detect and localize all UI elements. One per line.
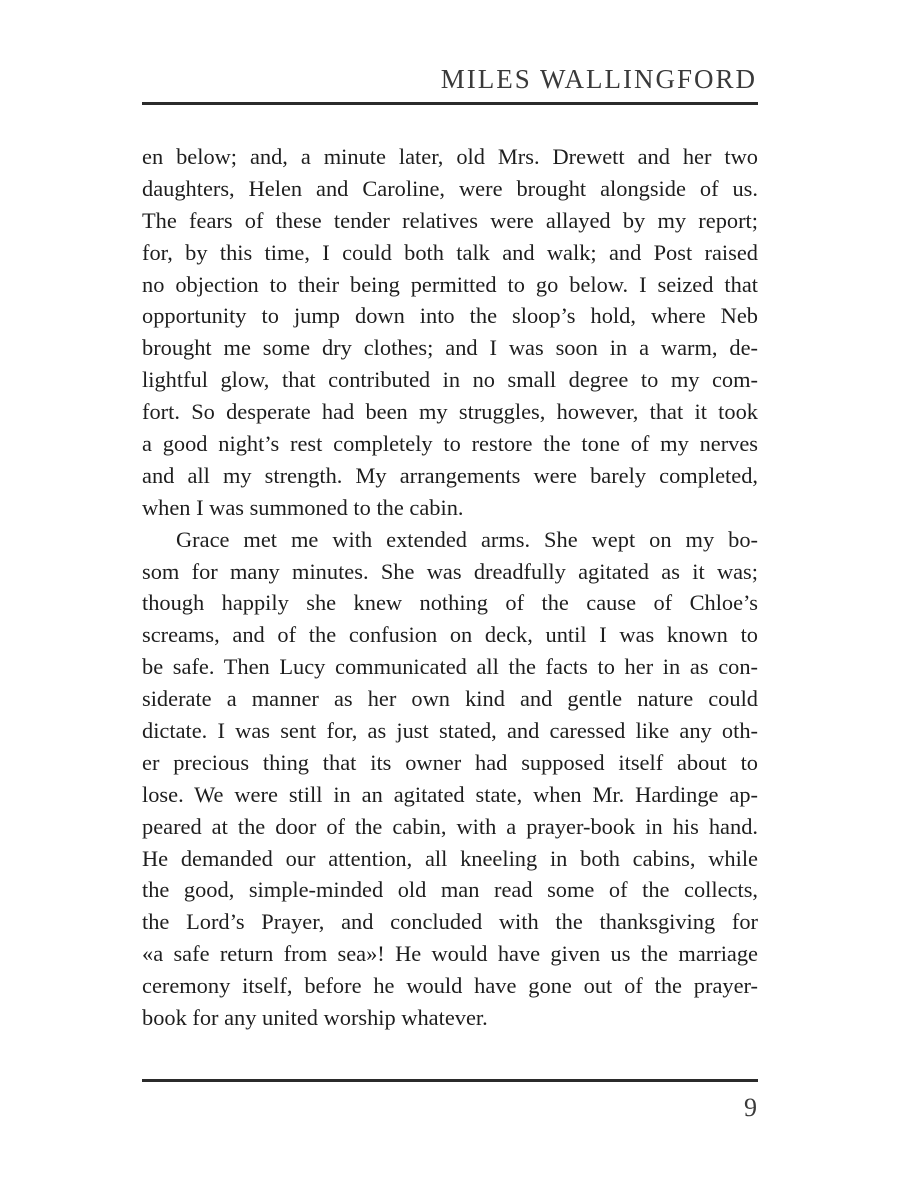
header-rule xyxy=(142,102,758,105)
running-head: MILES WALLINGFORD xyxy=(440,64,757,94)
text-line: «a safe return from sea»! He would have given us the marriage xyxy=(142,941,758,967)
text-line: fort. So desperate had been my struggles, however, that it took xyxy=(142,399,758,425)
footer-rule xyxy=(142,1079,758,1082)
text-line: Grace met me with extended arms. She wept on my bo- xyxy=(176,526,758,552)
paragraph-2 xyxy=(142,524,758,1034)
text-line: opportunity to jump down into the sloop’s hold, where Neb xyxy=(142,303,758,329)
text-line: a good night’s rest completely to restore the tone of my nerves xyxy=(142,431,758,457)
text-line: er precious thing that its owner had supposed itself about to xyxy=(142,749,758,775)
text-line: ceremony itself, before he would have gone out of the prayer- xyxy=(142,973,758,999)
text-line: when I was summoned to the cabin. xyxy=(142,494,464,520)
text-line: dictate. I was sent for, as just stated, and caressed like any oth- xyxy=(142,718,758,744)
paragraph-1 xyxy=(142,141,758,524)
text-line: brought me some dry clothes; and I was soon in a warm, de- xyxy=(142,335,758,361)
text-line: lightful glow, that contributed in no small degree to my com- xyxy=(142,367,758,393)
page-number: 9 xyxy=(744,1093,757,1122)
text-line: en below; and, a minute later, old Mrs. Drewett and her two xyxy=(142,144,758,169)
text-line: screams, and of the confusion on deck, until I was known to xyxy=(142,622,758,648)
text-line: peared at the door of the cabin, with a prayer-book in his hand. xyxy=(142,813,758,839)
text-line: He demanded our attention, all kneeling in both cabins, while xyxy=(142,845,758,871)
text-line: the Lord’s Prayer, and concluded with the thanksgiving for xyxy=(142,909,758,935)
text-line: book for any united worship whatever. xyxy=(142,1005,488,1031)
text-line: though happily she knew nothing of the cause of Chloe’s xyxy=(142,590,758,616)
text-line: The fears of these tender relatives were allayed by my report; xyxy=(142,207,758,233)
text-line: for, by this time, I could both talk and walk; and Post raised xyxy=(142,239,758,265)
body-text xyxy=(142,141,758,1034)
text-line: daughters, Helen and Caroline, were brought alongside of us. xyxy=(142,175,758,201)
text-line: lose. We were still in an agitated state, when Mr. Hardinge ap- xyxy=(142,781,758,807)
text-line: the good, simple-minded old man read some of the collects, xyxy=(142,877,758,903)
text-line: be safe. Then Lucy communicated all the facts to her in as con- xyxy=(142,654,758,680)
text-line: and all my strength. My arrangements were barely completed, xyxy=(142,462,758,488)
text-line: siderate a manner as her own kind and gentle nature could xyxy=(142,686,758,712)
text-line: som for many minutes. She was dreadfully agitated as it was; xyxy=(142,558,758,584)
text-line: no objection to their being permitted to go below. I seized that xyxy=(142,271,758,297)
